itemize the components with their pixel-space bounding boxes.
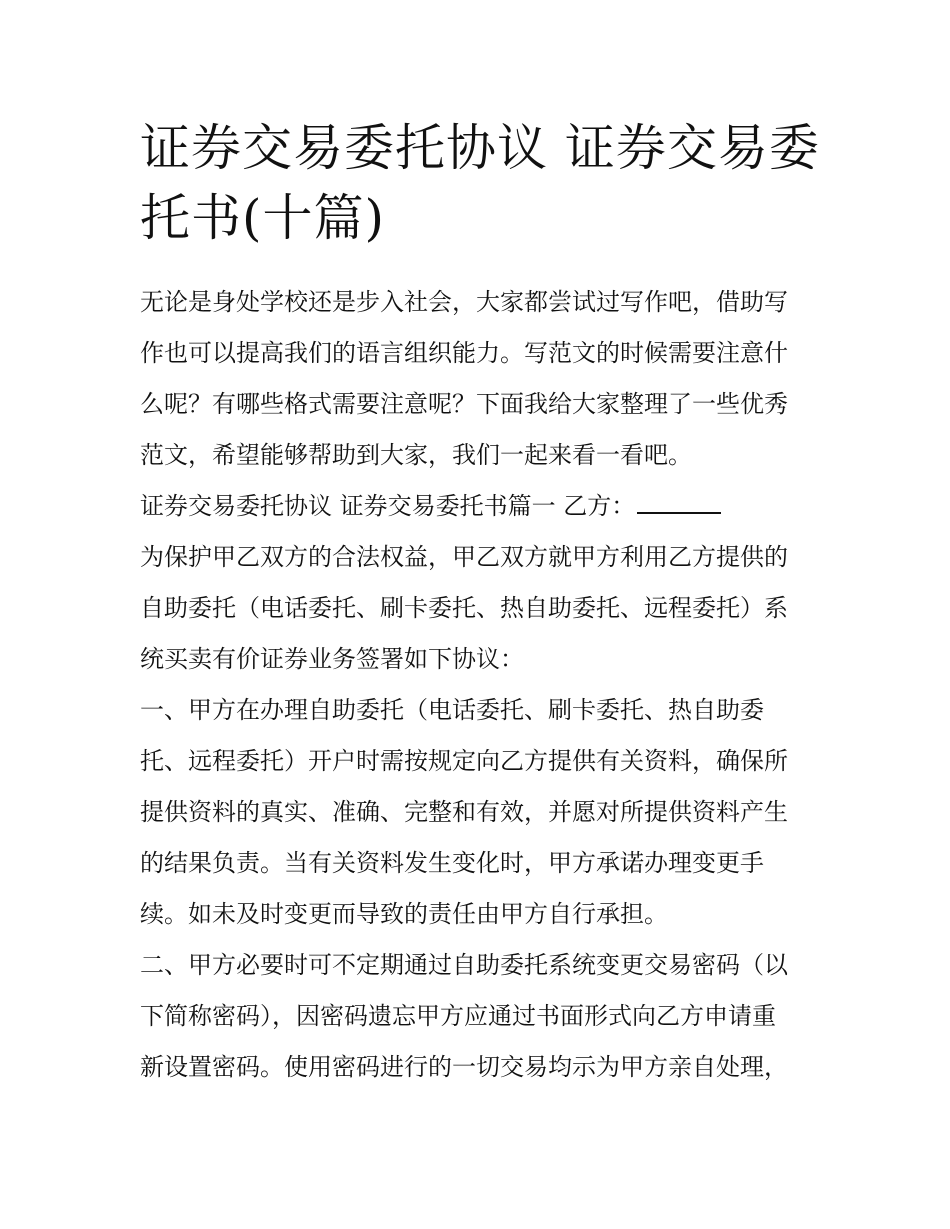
- title-line-2: 托书(十篇): [140, 189, 386, 247]
- body-line: 二、甲方必要时可不定期通过自助委托系统变更交易密码（以: [140, 951, 788, 979]
- body-line: 新设置密码。使用密码进行的一切交易均示为甲方亲自处理，: [140, 1053, 788, 1081]
- body-line: 无论是身处学校还是步入社会，大家都尝试过写作吧，借助写: [140, 288, 788, 316]
- body-line: 续。如未及时变更而导致的责任由甲方自行承担。: [140, 900, 668, 928]
- body-line: 为保护甲乙双方的合法权益，甲乙双方就甲方利用乙方提供的: [140, 543, 788, 571]
- document-body: [140, 277, 830, 1093]
- body-line: 么呢？有哪些格式需要注意呢？下面我给大家整理了一些优秀: [140, 390, 788, 418]
- body-line: 提供资料的真实、准确、完整和有效，并愿对所提供资料产生: [140, 798, 788, 826]
- title-line-1: 证券交易委托协议 证券交易委: [140, 119, 820, 177]
- document-title: [140, 113, 840, 253]
- body-line: 统买卖有价证券业务签署如下协议：: [140, 645, 524, 673]
- body-line: 作也可以提高我们的语言组织能力。写范文的时候需要注意什: [140, 339, 788, 367]
- body-line: 一、甲方在办理自助委托（电话委托、刷卡委托、热自助委: [140, 696, 764, 724]
- section-heading-line: [140, 481, 830, 532]
- section-heading-text: 证券交易委托协议 证券交易委托书篇一 乙方：: [140, 492, 636, 520]
- body-line: 自助委托（电话委托、刷卡委托、热自助委托、远程委托）系: [140, 594, 788, 622]
- body-line: 托、远程委托）开户时需按规定向乙方提供有关资料，确保所: [140, 747, 788, 775]
- blank-underline: [637, 486, 721, 514]
- body-line: 的结果负责。当有关资料发生变化时，甲方承诺办理变更手: [140, 849, 764, 877]
- body-line: 范文，希望能够帮助到大家，我们一起来看一看吧。: [140, 441, 692, 469]
- body-line: 下简称密码），因密码遗忘甲方应通过书面形式向乙方申请重: [140, 1002, 776, 1030]
